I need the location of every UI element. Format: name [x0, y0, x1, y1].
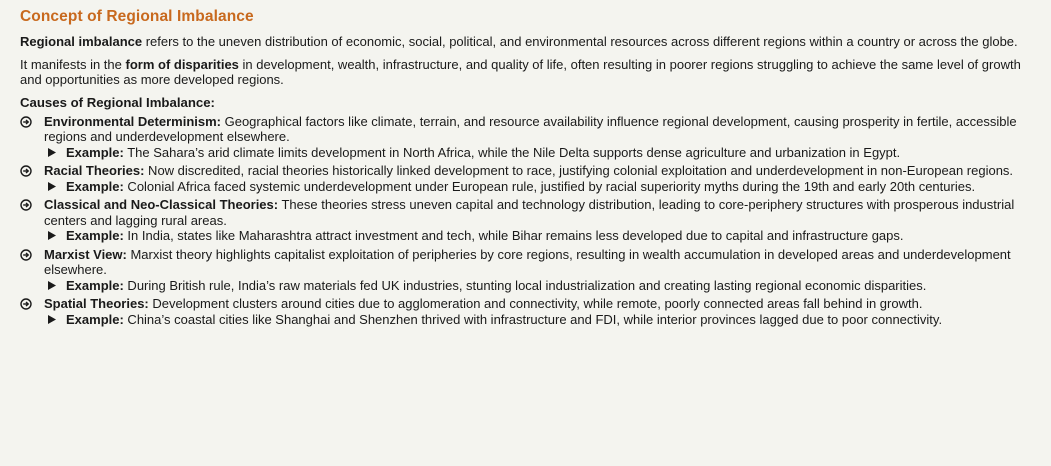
cause-description — [44, 197, 1023, 228]
triangle-right-icon — [48, 148, 56, 157]
circled-arrow-right-icon — [20, 199, 32, 211]
triangle-right-icon — [48, 315, 56, 324]
causes-heading: Causes of Regional Imbalance: — [20, 94, 215, 110]
cause-text: These theories stress uneven capital and technology distribution, leading to core-periphery structures with prosperous industrial centers and lagging rural areas. — [44, 197, 1015, 228]
example-label: Example: — [66, 311, 124, 327]
circled-arrow-right-icon — [20, 116, 32, 128]
intro-p2-bold: form of disparities — [125, 56, 239, 72]
circled-arrow-right-icon — [20, 165, 32, 177]
intro-p2-rest: in development, wealth, infrastructure, and quality of life, often resulting in poorer regions struggling to achieve the same level of growth and opportunities as more developed regions. — [20, 56, 1021, 87]
cause-title: Racial Theories: — [44, 163, 145, 178]
cause-text: Geographical factors like climate, terrain, and resource availability influence regional development, causing prosperity in fertile, accessible regions and underdevelopment elsewhere. — [44, 113, 1017, 144]
cause-title: Spatial Theories: — [44, 296, 149, 311]
cause-text: Marxist theory highlights capitalist exploitation of peripheries by core regions, resulting in wealth accumulation in developed areas and underdevelopment elsewhere. — [44, 246, 1011, 277]
circled-arrow-right-icon — [20, 249, 32, 261]
intro-paragraph-1 — [20, 34, 1023, 50]
intro-definition: refers to the uneven distribution of economic, social, political, and environmental resources across different regions within a country or across the globe. — [142, 34, 1018, 49]
example-text: The Sahara’s arid climate limits development in North Africa, while the Nile Delta supports dense agriculture and urbanization in Egypt. — [123, 144, 901, 160]
example-label: Example: — [66, 178, 124, 194]
example-item — [44, 278, 1023, 294]
example-item — [44, 312, 1023, 328]
cause-item — [18, 197, 1023, 244]
example-item — [44, 179, 1023, 195]
cause-title: Classical and Neo-Classical Theories: — [44, 197, 279, 212]
circled-arrow-right-icon — [20, 298, 32, 310]
cause-text: Development clusters around cities due to agglomeration and connectivity, while remote, poorly connected areas fall behind in growth. — [148, 296, 923, 311]
triangle-right-icon — [48, 281, 56, 290]
intro-term: Regional imbalance — [20, 34, 143, 49]
triangle-right-icon — [48, 182, 56, 191]
example-text: During British rule, India’s raw materials fed UK industries, stunting local industrialization and creating lasting regional economic disparities. — [123, 277, 927, 293]
example-item — [44, 145, 1023, 161]
cause-item — [18, 114, 1023, 161]
cause-description — [44, 247, 1023, 278]
triangle-right-icon — [48, 231, 56, 240]
cause-item — [18, 163, 1023, 194]
cause-title: Marxist View: — [44, 246, 127, 262]
page-title: Concept of Regional Imbalance — [20, 8, 254, 25]
example-label: Example: — [66, 228, 124, 243]
cause-description — [44, 114, 1023, 145]
cause-title: Environmental Determinism: — [44, 113, 221, 129]
intro-paragraph-2 — [20, 57, 1023, 88]
cause-description — [44, 163, 1023, 179]
example-text: In India, states like Maharashtra attract investment and tech, while Bihar remains less developed due to capital and infrastructure gaps. — [123, 228, 904, 243]
cause-item — [18, 296, 1023, 327]
example-label: Example: — [66, 144, 124, 160]
example-label: Example: — [66, 277, 124, 293]
intro-p2-start: It manifests in the — [20, 56, 126, 72]
cause-description — [44, 296, 1023, 312]
example-item — [44, 228, 1023, 244]
cause-item — [18, 247, 1023, 294]
cause-text: Now discredited, racial theories historically linked development to race, justifying colonial exploitation and underdevelopment in non-European regions. — [144, 163, 1014, 178]
example-text: China’s coastal cities like Shanghai and Shenzhen thrived with infrastructure and FDI, while interior provinces lagged due to poor connectivity. — [123, 311, 943, 327]
example-text: Colonial Africa faced systemic underdevelopment under European rule, justified by racial superiority myths during the 19th and early 20th centuries. — [123, 178, 976, 194]
